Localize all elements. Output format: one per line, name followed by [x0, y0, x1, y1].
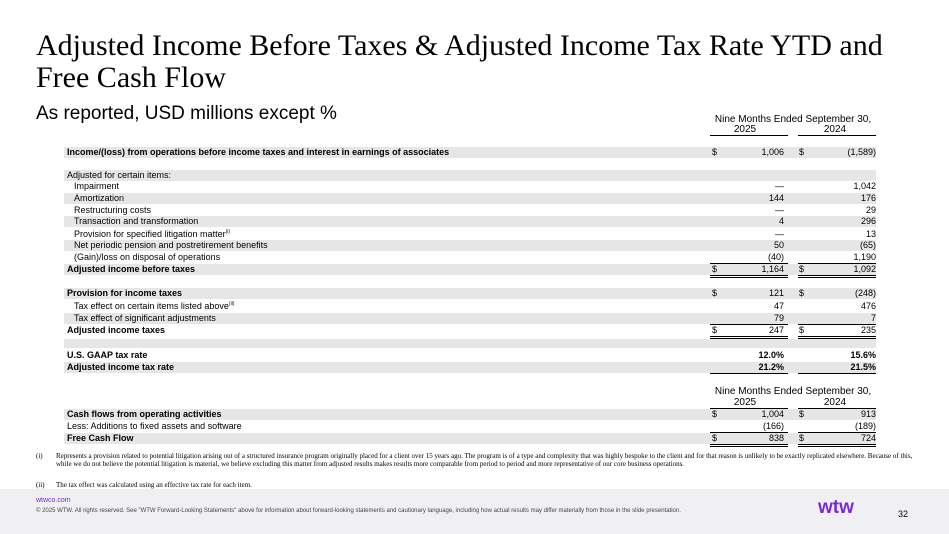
table-row	[64, 362, 876, 373]
table-row	[64, 216, 876, 227]
value-2024: (248)	[854, 288, 876, 298]
value-2024: 296	[860, 216, 876, 226]
header-rule-2025	[710, 135, 788, 136]
row-label: Cash flows from operating activities	[67, 409, 222, 419]
total-double-rule	[798, 275, 876, 278]
row-label: Provision for income taxes	[67, 288, 183, 298]
value-2025: 12.0%	[758, 350, 784, 360]
row-label: Free Cash Flow	[67, 433, 134, 443]
value-2025: 121	[768, 288, 784, 298]
value-2025: 21.2%	[758, 362, 784, 372]
value-2025: 144	[768, 193, 784, 203]
value-2024: 1,190	[853, 252, 876, 262]
rate-rule	[798, 373, 876, 374]
footnote-text: Represents a provision related to potential litigation arising out of a structured insurance program originally placed for a client over 15 years ago. The program is of a type and complexity that was highly bespoke to the client and for that reason is unlikely to be exactly replicated elsewhere. Because of this, while we do not believe the potential litigation is material, we believe excluding this matter from adjusted results makes results more comparable from period to period and more representative of our core business operations.	[56, 452, 913, 468]
currency-symbol: $	[799, 147, 805, 157]
currency-symbol: $	[799, 433, 805, 443]
value-2025: 79	[773, 313, 784, 323]
total-double-rule	[710, 275, 788, 278]
table-row	[64, 240, 876, 251]
period-header: Nine Months Ended September 30,	[714, 386, 872, 397]
value-2025: —	[775, 205, 784, 215]
row-label: Income/(loss) from operations before income taxes and interest in earnings of associates	[67, 147, 450, 157]
row-label: Net periodic pension and postretirement benefits	[74, 240, 268, 250]
page-title: Adjusted Income Before Taxes & Adjusted Income Tax Rate YTD and Free Cash Flow	[36, 29, 883, 94]
value-2024: 7	[870, 313, 876, 323]
row-label: Adjusted income tax rate	[67, 362, 175, 372]
table-row	[64, 229, 876, 240]
total-double-rule	[710, 444, 788, 447]
currency-symbol: $	[799, 288, 805, 298]
value-2025: 50	[773, 240, 784, 250]
value-2025: 838	[768, 433, 784, 443]
value-2024: 476	[860, 301, 876, 311]
total-double-rule	[798, 444, 876, 447]
table-row	[64, 313, 876, 324]
value-2024: 21.5%	[850, 362, 876, 372]
period-header: Nine Months Ended September 30,	[714, 114, 872, 125]
row-label: Adjusted for certain items:	[67, 170, 172, 180]
website-link[interactable]: wtwco.com	[36, 497, 71, 504]
footnote-marker: (ii)	[228, 301, 235, 307]
value-2025: 1,006	[761, 147, 784, 157]
currency-symbol: $	[799, 409, 805, 419]
value-2024: 176	[860, 193, 876, 203]
row-label: Tax effect of significant adjustments	[74, 313, 216, 323]
page-subtitle: As reported, USD millions except %	[36, 103, 337, 124]
table-row	[64, 147, 876, 158]
currency-symbol: $	[712, 325, 718, 335]
footnote-mark: (i)	[36, 452, 43, 460]
currency-symbol: $	[712, 147, 718, 157]
header-rule-2024	[798, 135, 876, 136]
svg-text:wtw: wtw	[818, 497, 854, 517]
footnote-mark: (ii)	[36, 481, 45, 489]
value-2024: 724	[860, 433, 876, 443]
table-row	[64, 350, 876, 361]
wtw-logo	[818, 497, 868, 517]
value-2025: 4	[778, 216, 784, 226]
table-row	[64, 421, 876, 432]
value-2025: 247	[768, 325, 784, 335]
value-2025: —	[775, 181, 784, 191]
row-label: Amortization	[74, 193, 125, 203]
value-2024: 29	[865, 205, 876, 215]
footnote-i	[36, 452, 913, 480]
row-label: U.S. GAAP tax rate	[67, 350, 148, 360]
table-row	[64, 433, 876, 444]
value-2025: 1,164	[761, 264, 784, 274]
currency-symbol: $	[799, 325, 805, 335]
footnote-marker: (i)	[225, 229, 231, 235]
value-2024: (189)	[854, 421, 876, 431]
row-label: Adjusted income before taxes	[67, 264, 196, 274]
value-2024: (65)	[859, 240, 876, 250]
table-row	[64, 325, 876, 336]
page-number: 32	[898, 509, 909, 519]
value-2024: 13	[865, 229, 876, 239]
value-2025: (40)	[767, 252, 784, 262]
value-2025: 1,004	[761, 409, 784, 419]
table-row	[64, 288, 876, 299]
row-label: Transaction and transformation	[74, 216, 199, 226]
legal-text: © 2025 WTW. All rights reserved. See "WTW Forward-Looking Statements" above for information about forward-looking statements and cautionary language, including how actual results may differ materially from those in the slide presentation.	[36, 508, 681, 514]
row-label: Adjusted income taxes	[67, 325, 166, 335]
column-header-2025: 2025	[733, 397, 757, 408]
currency-symbol: $	[799, 264, 805, 274]
table-row	[64, 205, 876, 216]
value-2024: 1,092	[853, 264, 876, 274]
row-label: Provision for specified litigation matter$^{(i)}$	[74, 229, 231, 239]
row-label: Impairment	[74, 181, 120, 191]
currency-symbol: $	[712, 264, 718, 274]
value-2024: 1,042	[853, 181, 876, 191]
value-2025: —	[775, 229, 784, 239]
column-header-2025: 2025	[733, 124, 757, 135]
footnote-ii	[36, 481, 886, 489]
table-row	[64, 252, 876, 263]
row-label: Less: Additions to fixed assets and software	[67, 421, 242, 431]
column-header-2024: 2024	[823, 124, 847, 135]
value-2025: 47	[773, 301, 784, 311]
table-row	[64, 181, 876, 192]
row-label: Tax effect on certain items listed above$^{(ii)}$	[74, 301, 235, 311]
value-2024: 235	[860, 325, 876, 335]
column-header-2024: 2024	[823, 397, 847, 408]
row-label: Restructuring costs	[74, 205, 152, 215]
table-row	[64, 409, 876, 420]
currency-symbol: $	[712, 409, 718, 419]
footer	[0, 489, 949, 534]
value-2025: (166)	[762, 421, 784, 431]
table-row	[64, 193, 876, 204]
table-row	[64, 170, 876, 181]
spacer-row	[64, 339, 876, 348]
value-2024: (1,589)	[847, 147, 876, 157]
table-row	[64, 264, 876, 275]
footnote-text: The tax effect was calculated using an effective tax rate for each item.	[56, 481, 252, 489]
currency-symbol: $	[712, 433, 718, 443]
currency-symbol: $	[712, 288, 718, 298]
value-2024: 15.6%	[850, 350, 876, 360]
rate-rule	[710, 373, 788, 374]
row-label: (Gain)/loss on disposal of operations	[74, 252, 221, 262]
value-2024: 913	[860, 409, 876, 419]
table-row	[64, 301, 876, 312]
